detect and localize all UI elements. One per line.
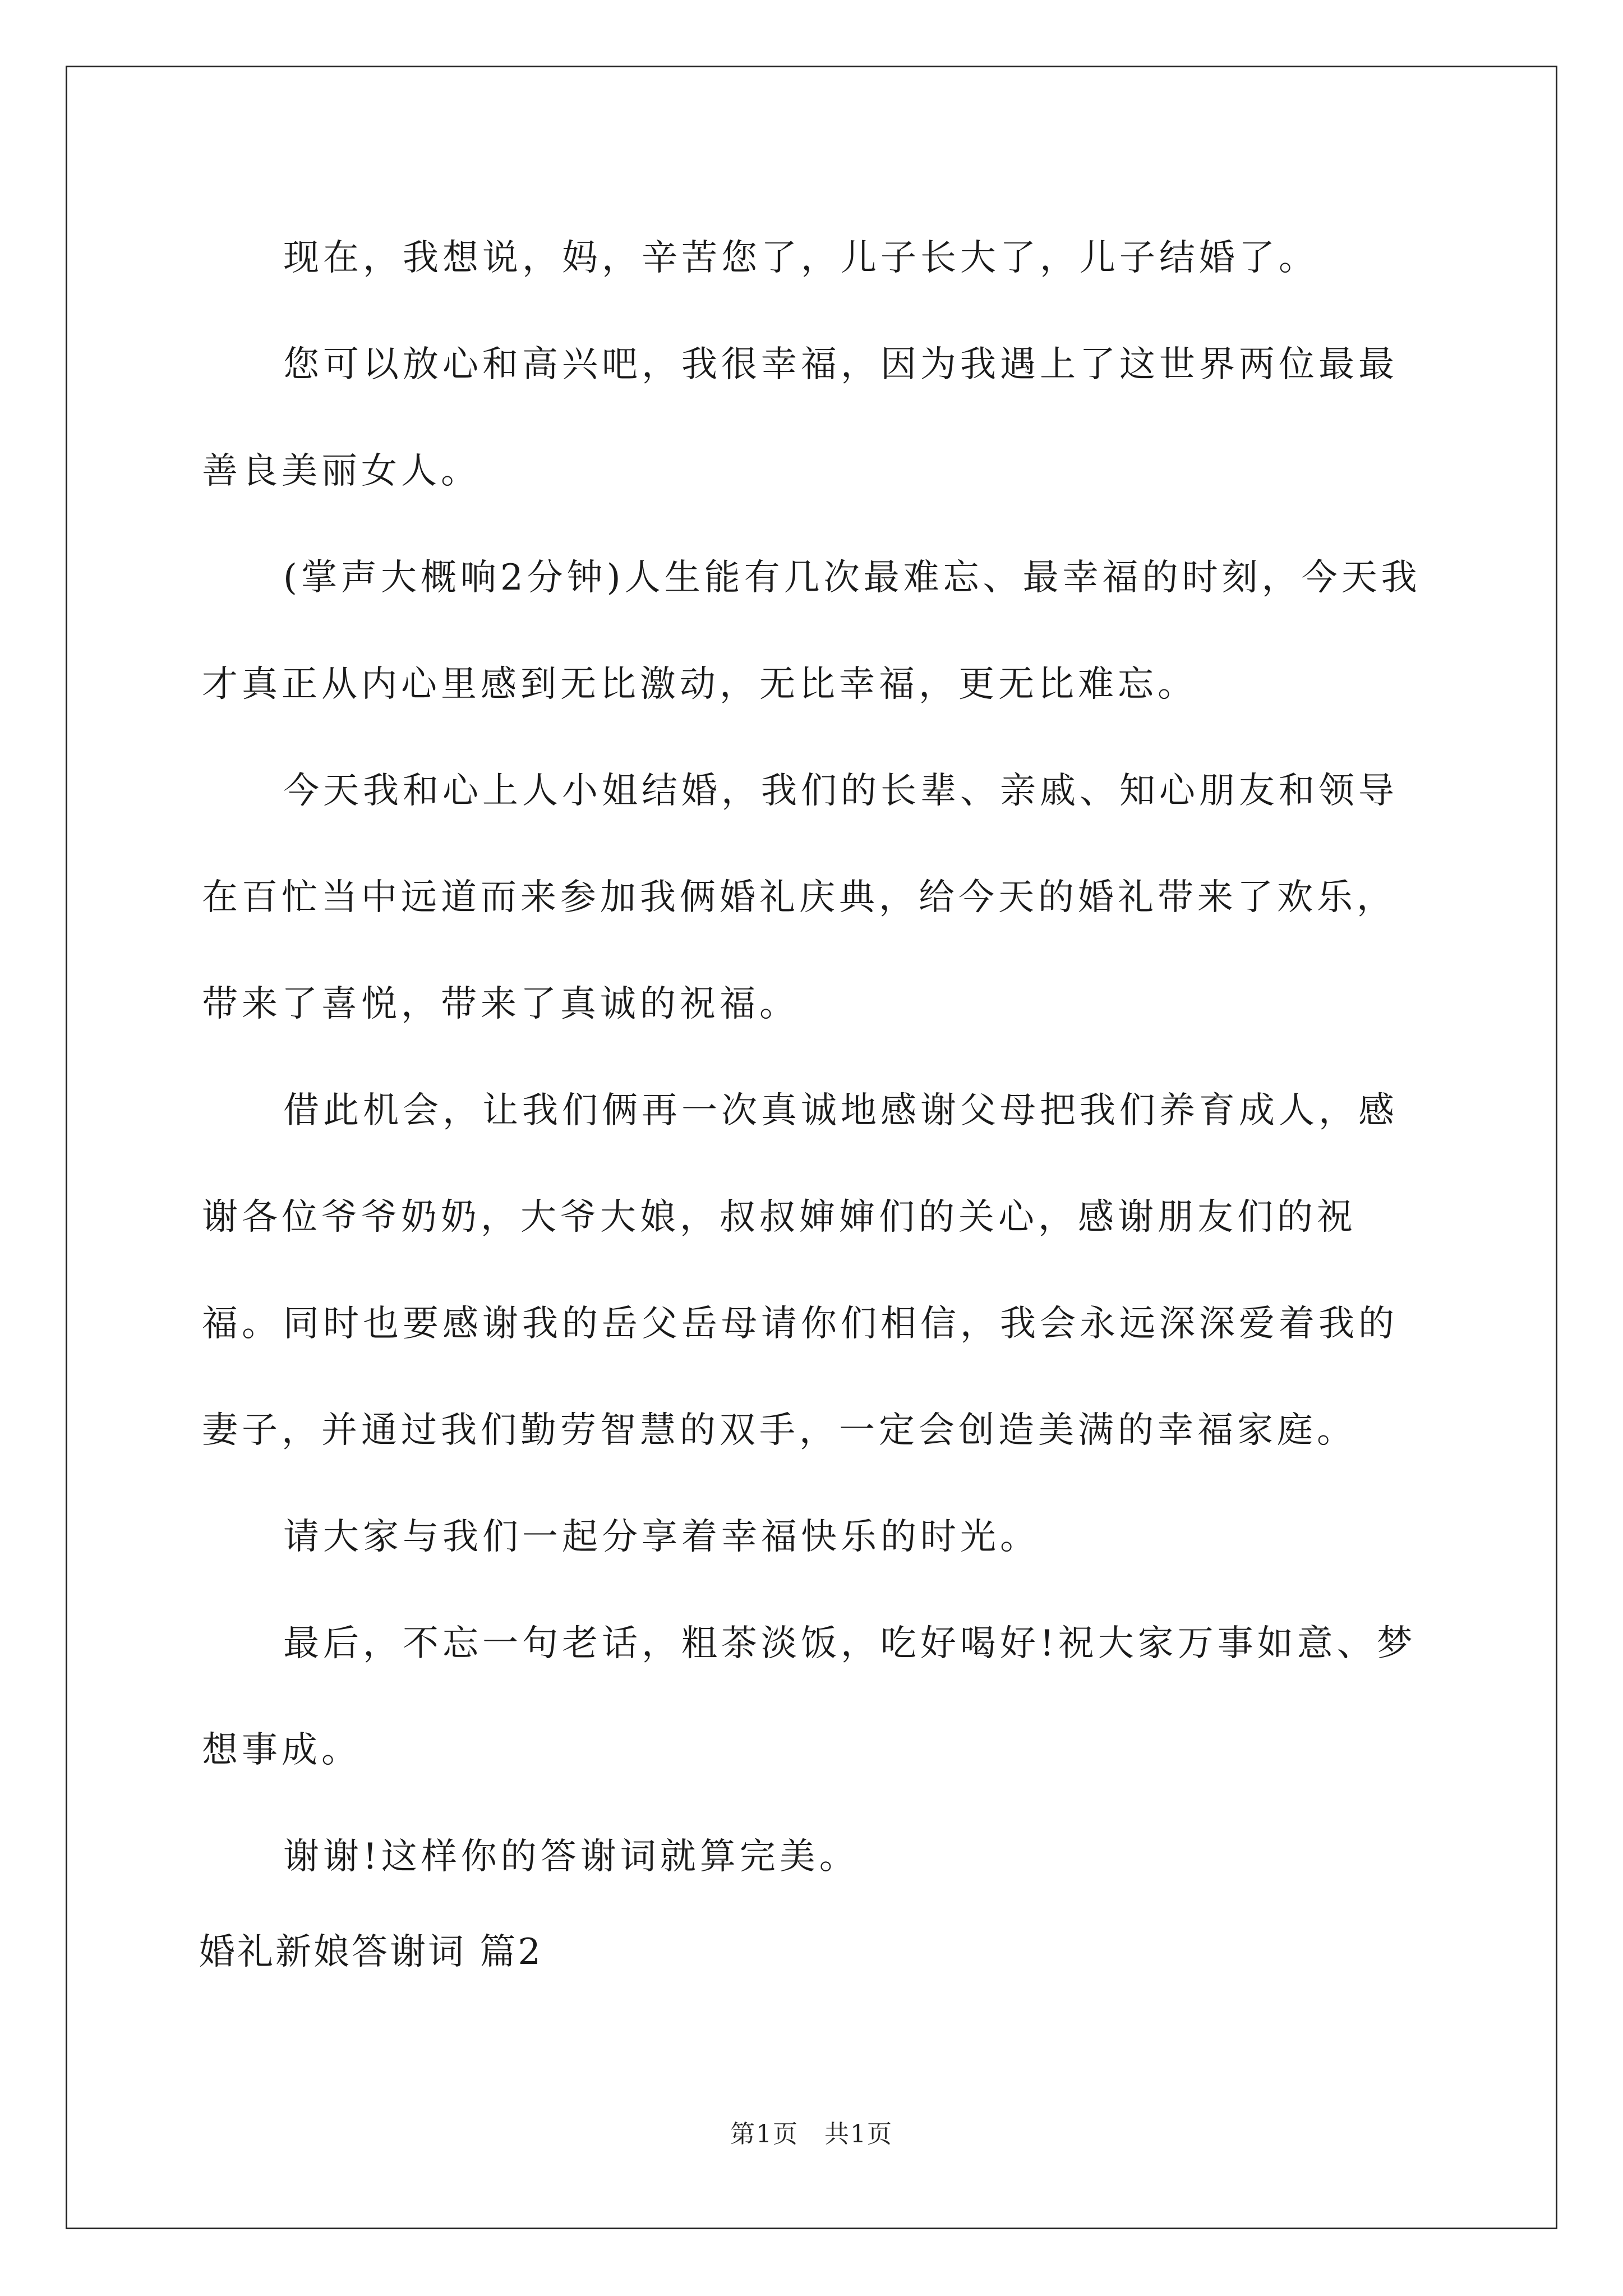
paragraph-7: 请大家与我们一起分享着幸福快乐的时光。	[283, 1516, 1040, 1558]
page-footer: 第1页 共1页	[730, 2120, 893, 2148]
paragraph-2: 您可以放心和高兴吧，我很幸福，因为我遇上了这世界两位最最善良美丽女人。	[202, 344, 1398, 492]
paragraph-6: 同时也要感谢我的岳父岳母请你们相信，我会永远深深爱着我的妻子，并通过我们勤劳智慧的双手，一定会创造美满的幸福家庭。	[202, 1303, 1398, 1451]
paragraph-9: 谢谢!这样你的答谢词就算完美。	[283, 1836, 859, 1878]
paragraph-4: 今天我和心上人小姐结婚，我们的长辈、亲戚、知心朋友和领导在百忙当中远道而来参加我俩婚礼庆典，给今天的婚礼带来了欢乐，带来了喜悦，带来了真诚的祝福。	[202, 770, 1398, 1025]
paragraph-5: 借此机会，让我们俩再一次真诚地感谢父母把我们养育成人，感谢各位爷爷奶奶，大爷大娘，叔叔婶婶们的关心，感谢朋友们的祝福。	[202, 1090, 1398, 1345]
paragraph-3: (掌声大概响2分钟)人生能有几次最难忘、最幸福的时刻，今天我才真正从内心里感到无比激动，无比幸福，更无比难忘。	[202, 557, 1421, 705]
paragraph-1: 现在，我想说，妈，辛苦您了，儿子长大了，儿子结婚了。	[283, 237, 1318, 279]
section-heading: 婚礼新娘答谢词 篇2	[199, 1931, 543, 1973]
paragraph-8: 最后，不忘一句老话，粗茶淡饭，吃好喝好!祝大家万事如意、梦想事成。	[202, 1623, 1417, 1771]
